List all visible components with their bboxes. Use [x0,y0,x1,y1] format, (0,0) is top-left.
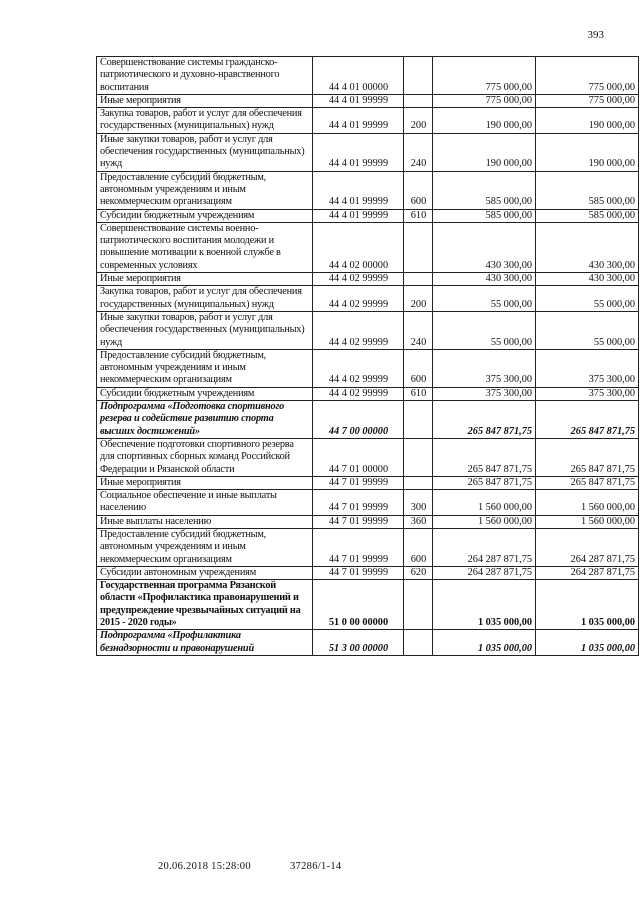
row-amount-cell: 55 000,00 [433,311,536,349]
row-code-cell: 44 7 01 99999 [313,566,404,579]
row-expense-type-cell: 610 [404,209,433,222]
row-expense-type-cell [404,401,433,439]
row-amount-cell: 375 300,00 [536,387,639,400]
table-row [97,349,639,387]
row-amount-cell: 1 560 000,00 [536,490,639,516]
row-expense-type-cell [404,580,433,630]
table-row [97,438,639,476]
table-row [97,273,639,286]
table-row [97,490,639,516]
row-expense-type-cell: 240 [404,311,433,349]
row-amount-cell: 1 035 000,00 [433,630,536,656]
row-code-cell: 51 3 00 00000 [313,630,404,656]
row-amount-cell: 190 000,00 [433,108,536,134]
footer-timestamp: 20.06.2018 15:28:00 [158,861,251,872]
table-row [97,108,639,134]
row-name-cell: Субсидии автономным учреждениям [97,566,313,579]
row-amount-cell: 430 300,00 [536,273,639,286]
row-amount-cell: 1 035 000,00 [433,580,536,630]
row-code-cell: 44 7 01 99999 [313,528,404,566]
table-row [97,171,639,209]
row-expense-type-cell: 600 [404,349,433,387]
table-row [97,515,639,528]
table-row [97,133,639,171]
row-expense-type-cell [404,438,433,476]
row-amount-cell: 55 000,00 [536,286,639,312]
row-code-cell: 44 7 01 99999 [313,476,404,489]
table-row [97,401,639,439]
row-amount-cell: 264 287 871,75 [433,528,536,566]
table-row [97,94,639,107]
table-row [97,566,639,579]
row-amount-cell: 585 000,00 [433,171,536,209]
row-expense-type-cell [404,630,433,656]
row-amount-cell: 775 000,00 [433,57,536,95]
row-amount-cell: 430 300,00 [536,222,639,272]
budget-table [96,56,639,656]
row-code-cell: 44 4 01 99999 [313,108,404,134]
row-amount-cell: 190 000,00 [536,108,639,134]
row-amount-cell: 1 560 000,00 [433,490,536,516]
row-name-cell: Предоставление субсидий бюджетным, автономным учреждениям и иным некоммерческим организациям [97,171,313,209]
row-name-cell: Закупка товаров, работ и услуг для обеспечения государственных (муниципальных) нужд [97,286,313,312]
table-row [97,57,639,95]
row-name-cell: Предоставление субсидий бюджетным, автономным учреждениям и иным некоммерческим организациям [97,349,313,387]
footer-document-number: 37286/1-14 [290,861,342,872]
row-code-cell: 44 4 02 99999 [313,311,404,349]
row-expense-type-cell: 600 [404,171,433,209]
row-code-cell: 51 0 00 00000 [313,580,404,630]
row-amount-cell: 265 847 871,75 [536,401,639,439]
row-expense-type-cell [404,57,433,95]
row-code-cell: 44 7 01 00000 [313,438,404,476]
table-row [97,528,639,566]
row-code-cell: 44 7 01 99999 [313,515,404,528]
row-name-cell: Обеспечение подготовки спортивного резерва для спортивных сборных команд Российской Федерации и Рязанской области [97,438,313,476]
row-amount-cell: 430 300,00 [433,273,536,286]
row-name-cell: Подпрограмма «Подготовка спортивного резерва и содействие развитию спорта высших достижений» [97,401,313,439]
row-expense-type-cell: 200 [404,286,433,312]
row-amount-cell: 775 000,00 [536,57,639,95]
row-expense-type-cell: 360 [404,515,433,528]
row-code-cell: 44 4 02 99999 [313,286,404,312]
row-name-cell: Иные закупки товаров, работ и услуг для обеспечения государственных (муниципальных) нужд [97,311,313,349]
row-name-cell: Предоставление субсидий бюджетным, автономным учреждениям и иным некоммерческим организациям [97,528,313,566]
row-amount-cell: 265 847 871,75 [536,438,639,476]
row-expense-type-cell [404,222,433,272]
table-row [97,476,639,489]
page-number: 393 [587,29,604,41]
row-amount-cell: 585 000,00 [536,171,639,209]
table-row [97,222,639,272]
table-row [97,286,639,312]
row-amount-cell: 1 560 000,00 [536,515,639,528]
row-amount-cell: 430 300,00 [433,222,536,272]
row-amount-cell: 1 035 000,00 [536,630,639,656]
row-expense-type-cell: 200 [404,108,433,134]
row-amount-cell: 775 000,00 [433,94,536,107]
row-amount-cell: 1 560 000,00 [433,515,536,528]
row-expense-type-cell: 300 [404,490,433,516]
row-name-cell: Иные мероприятия [97,273,313,286]
row-amount-cell: 264 287 871,75 [433,566,536,579]
budget-table-body [97,57,639,656]
row-name-cell: Социальное обеспечение и иные выплаты населению [97,490,313,516]
row-expense-type-cell [404,273,433,286]
row-code-cell: 44 7 00 00000 [313,401,404,439]
row-amount-cell: 375 300,00 [536,349,639,387]
row-amount-cell: 775 000,00 [536,94,639,107]
row-code-cell: 44 4 02 99999 [313,387,404,400]
row-amount-cell: 375 300,00 [433,387,536,400]
row-amount-cell: 375 300,00 [433,349,536,387]
row-amount-cell: 55 000,00 [536,311,639,349]
row-name-cell: Подпрограмма «Профилактика безнадзорности и правонарушений [97,630,313,656]
row-expense-type-cell [404,94,433,107]
row-code-cell: 44 4 01 99999 [313,171,404,209]
row-amount-cell: 264 287 871,75 [536,528,639,566]
row-expense-type-cell: 620 [404,566,433,579]
row-amount-cell: 265 847 871,75 [433,438,536,476]
row-expense-type-cell [404,476,433,489]
row-name-cell: Совершенствование системы военно-патриотического воспитания молодежи и повышение мотивации к военной службе в современных условиях [97,222,313,272]
row-amount-cell: 585 000,00 [433,209,536,222]
row-expense-type-cell: 240 [404,133,433,171]
row-code-cell: 44 4 02 00000 [313,222,404,272]
table-row [97,209,639,222]
row-code-cell: 44 4 02 99999 [313,349,404,387]
row-code-cell: 44 7 01 99999 [313,490,404,516]
row-name-cell: Закупка товаров, работ и услуг для обеспечения государственных (муниципальных) нужд [97,108,313,134]
row-name-cell: Субсидии бюджетным учреждениям [97,209,313,222]
row-amount-cell: 55 000,00 [433,286,536,312]
row-amount-cell: 265 847 871,75 [433,401,536,439]
row-name-cell: Субсидии бюджетным учреждениям [97,387,313,400]
row-amount-cell: 190 000,00 [433,133,536,171]
row-name-cell: Иные выплаты населению [97,515,313,528]
row-name-cell: Государственная программа Рязанской области «Профилактика правонарушений и предупреждение чрезвычайных ситуаций на 2015 - 2020 годы» [97,580,313,630]
table-row [97,580,639,630]
row-expense-type-cell: 610 [404,387,433,400]
row-name-cell: Иные закупки товаров, работ и услуг для обеспечения государственных (муниципальных) нужд [97,133,313,171]
table-row [97,387,639,400]
row-name-cell: Совершенствование системы гражданско-патриотического и духовно-нравственного воспитания [97,57,313,95]
row-code-cell: 44 4 01 99999 [313,94,404,107]
row-name-cell: Иные мероприятия [97,94,313,107]
table-row [97,630,639,656]
row-amount-cell: 190 000,00 [536,133,639,171]
row-expense-type-cell: 600 [404,528,433,566]
row-code-cell: 44 4 01 99999 [313,133,404,171]
row-amount-cell: 585 000,00 [536,209,639,222]
row-amount-cell: 264 287 871,75 [536,566,639,579]
row-amount-cell: 1 035 000,00 [536,580,639,630]
row-amount-cell: 265 847 871,75 [536,476,639,489]
row-code-cell: 44 4 01 00000 [313,57,404,95]
row-code-cell: 44 4 02 99999 [313,273,404,286]
row-name-cell: Иные мероприятия [97,476,313,489]
table-row [97,311,639,349]
row-code-cell: 44 4 01 99999 [313,209,404,222]
row-amount-cell: 265 847 871,75 [433,476,536,489]
